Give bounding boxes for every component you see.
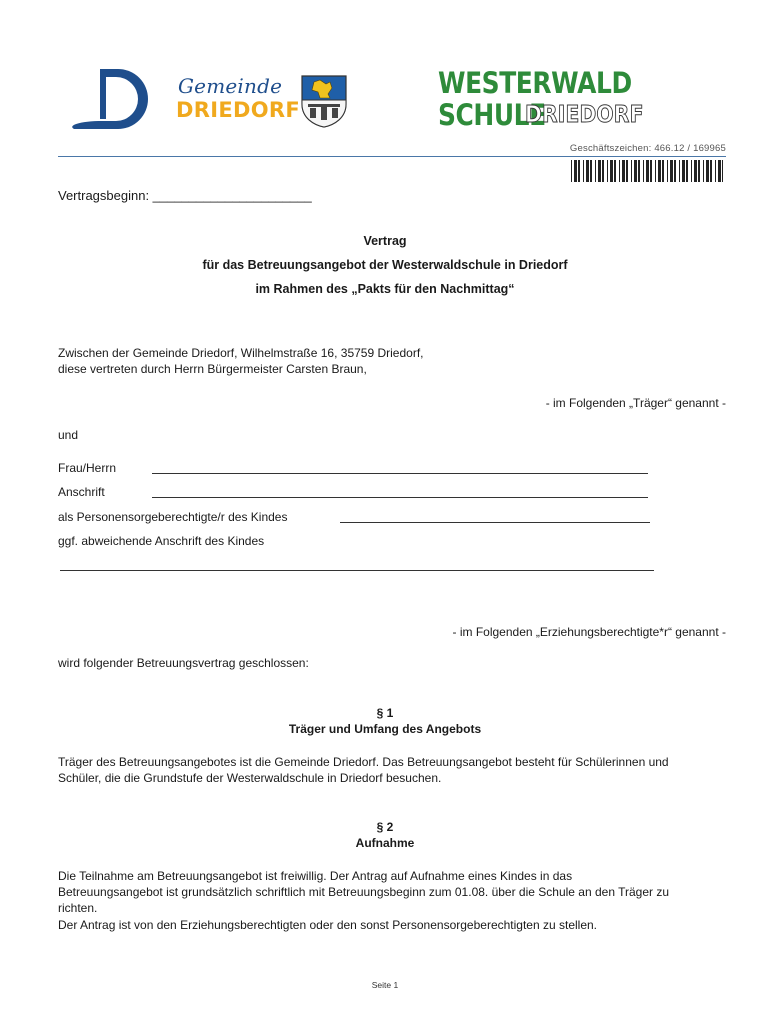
guardian-label: als Personensorgeberechtigte/r des Kindes: [58, 510, 288, 524]
section-2-line: richten.: [58, 901, 98, 915]
party1-line-1: Zwischen der Gemeinde Driedorf, Wilhelmstraße 16, 35759 Driedorf,: [58, 346, 424, 360]
contract-start-field: Vertragsbeginn: ______________________: [58, 188, 312, 203]
section-2-title: Aufnahme: [355, 836, 415, 850]
section-1-line: Träger des Betreuungsangebotes ist die Gemeinde Driedorf. Das Betreuungsangebot besteht für Schülerinnen und: [58, 755, 669, 769]
coat-of-arms-icon: [300, 74, 348, 128]
name-blank[interactable]: [152, 473, 648, 474]
school-logo-town: DRIEDORF: [525, 102, 644, 128]
child-address-label: ggf. abweichende Anschrift des Kindes: [58, 534, 265, 548]
school-logo-bottom: [438, 98, 644, 132]
gemeinde-d-logo: [66, 66, 166, 132]
page-number: Seite 1: [371, 980, 399, 990]
und-text: und: [58, 428, 79, 442]
contract-subtitle-2: im Rahmen des „Pakts für den Nachmittag“: [255, 282, 515, 296]
gemeinde-name: DRIEDORF: [176, 98, 300, 122]
section-1-number: § 1: [376, 706, 394, 720]
section-2-line: Betreuungsangebot ist grundsätzlich schriftlich mit Betreuungsbeginn zum 01.08. über die Schule an den Träger zu: [58, 885, 670, 899]
section-2-number: § 2: [376, 820, 394, 834]
name-label: Frau/Herrn: [58, 461, 117, 475]
contract-title: Vertrag: [363, 234, 407, 248]
contract-subtitle-1: für das Betreuungsangebot der Westerwaldschule in Driedorf: [202, 258, 568, 272]
section-1-title: Träger und Umfang des Angebots: [288, 722, 482, 736]
party1-role: - im Folgenden „Träger“ genannt -: [545, 396, 726, 410]
concluded-text: wird folgender Betreuungsvertrag geschlossen:: [58, 656, 309, 670]
guardian-blank[interactable]: [340, 522, 650, 523]
section-2-line: Die Teilnahme am Betreuungsangebot ist freiwillig. Der Antrag auf Aufnahme eines Kindes in das: [58, 869, 573, 883]
school-logo-mid: SCHULE: [438, 98, 546, 132]
address-blank[interactable]: [152, 497, 648, 498]
section-2-line: Der Antrag ist von den Erziehungsberechtigten oder den sonst Personensorgeberechtigten zu stellen.: [58, 918, 598, 932]
barcode-icon: [571, 160, 723, 182]
school-logo-top: WESTERWALD: [438, 66, 632, 100]
reference-number: Geschäftszeichen: 466.12 / 169965: [569, 143, 726, 154]
child-address-blank[interactable]: [60, 570, 654, 571]
address-label: Anschrift: [58, 485, 105, 499]
party2-role: - im Folgenden „Erziehungsberechtigte*r“ genannt -: [452, 625, 726, 639]
gemeinde-word: Gemeinde: [178, 74, 283, 98]
party1-line-2: diese vertreten durch Herrn Bürgermeister Carsten Braun,: [58, 362, 367, 376]
section-1-line: Schüler, die die Grundstufe der Westerwaldschule in Driedorf besuchen.: [58, 771, 442, 785]
header-rule: [58, 156, 726, 157]
